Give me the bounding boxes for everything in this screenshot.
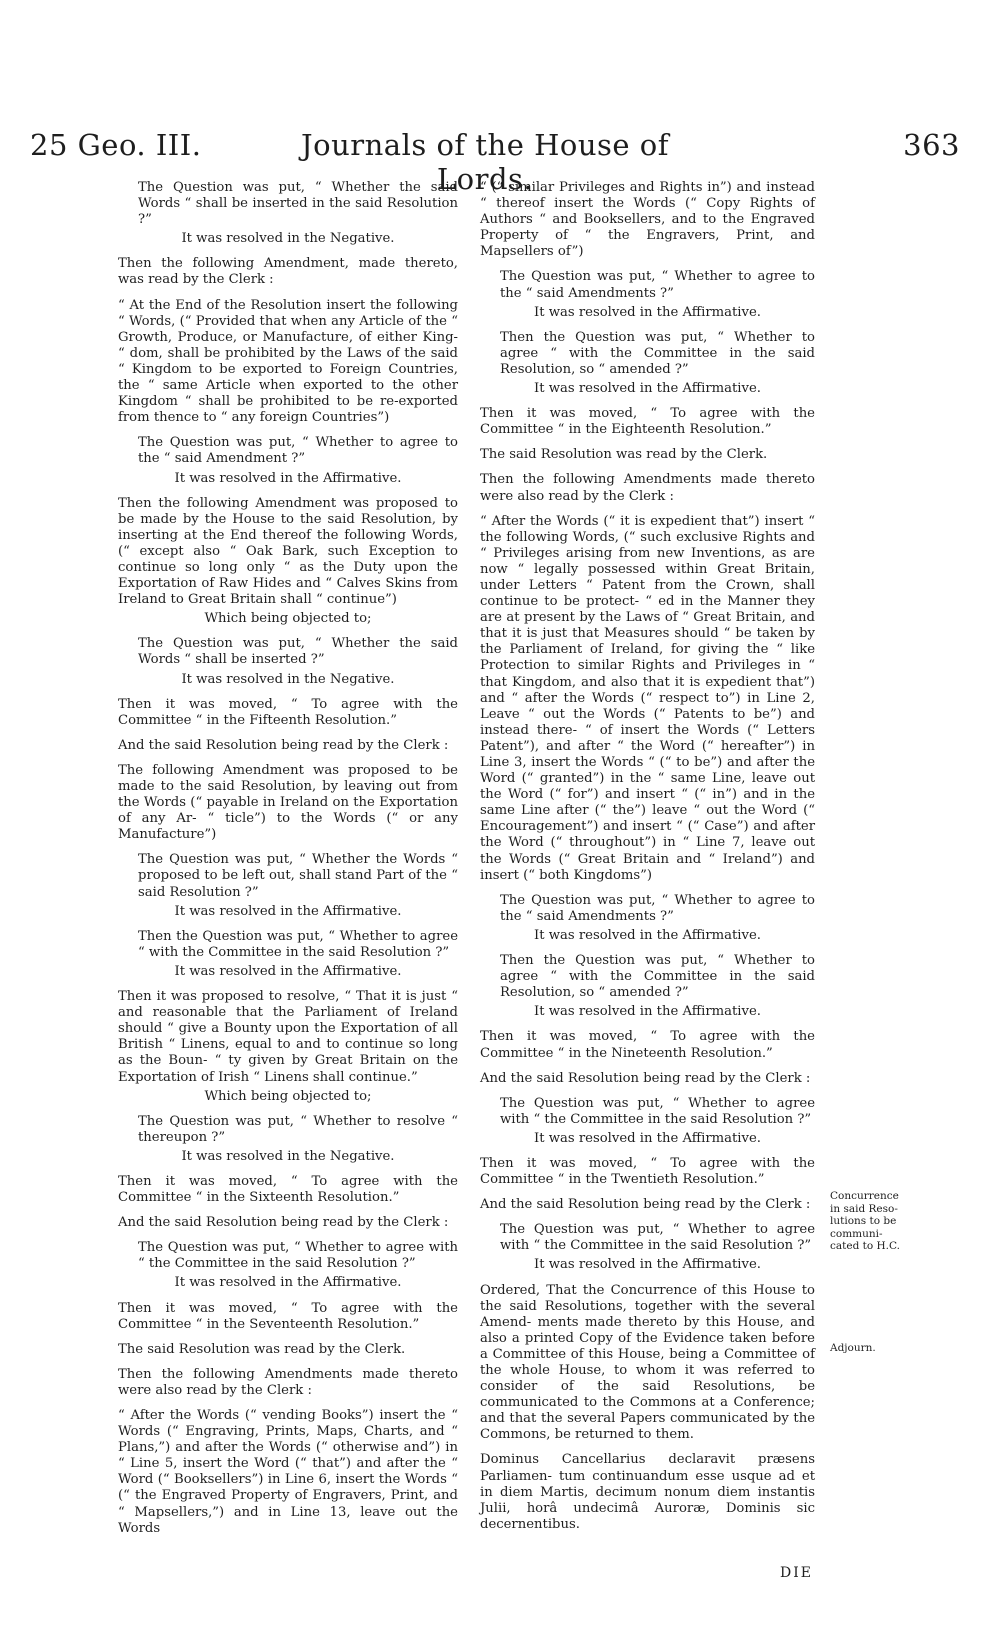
resolution-outcome: It was resolved in the Affirmative. <box>534 381 761 397</box>
paragraph: Then the following Amendment was proposed to be made by the House to the said Resolution, by inserting at the End thereof the following Words, (“ except also “ Oak Bark, such Exception to continue so long only “ as the Duty upon the Exportation of Raw Hides and “ Calves Skins from Ireland to Great Britain shall “ continue”) <box>118 495 458 608</box>
journal-title: Journals of the House of Lords. <box>301 128 669 196</box>
paragraph: “ (“ similar Privileges and Rights in”) and instead “ thereof insert the Words (“ Copy Rights of Authors “ and Booksellers, and to the Engraved Property of “ the Engravers, Print, and Mapsellers of”) <box>480 180 815 260</box>
paragraph: Then it was moved, “ To agree with the Committee “ in the Eighteenth Resolution.” <box>480 406 815 438</box>
page-header <box>30 128 970 196</box>
paragraph: The Question was put, “ Whether the said Words “ shall be inserted in the said Resolution ?” <box>138 180 458 228</box>
paragraph: The Question was put, “ Whether to agree to the “ said Amendment ?” <box>138 435 458 467</box>
resolution-outcome: Which being objected to; <box>204 1088 372 1104</box>
paragraph: Then the Question was put, “ Whether to agree “ with the Committee in the said Resolution ?” <box>138 928 458 960</box>
paragraph: The Question was put, “ Whether to agree to the “ said Amendments ?” <box>500 892 815 924</box>
paragraph: And the said Resolution being read by the Clerk : <box>118 737 449 753</box>
right-column <box>480 180 815 1542</box>
paragraph: Then the following Amendments made thereto were also read by the Clerk : <box>480 472 815 504</box>
paragraph: “ At the End of the Resolution insert the following “ Words, (“ Provided that when any Article of the “ Growth, Produce, or Manufacture, of either King- “ dom, shall be prohibited by the Laws of the said “ Kingdom to be exported to Foreign Countries, the “ same Article when exported to the other Kingdom “ shall be prohibited to be re-exported from thence to “ any foreign Countries”) <box>118 297 458 426</box>
left-column <box>118 180 458 1546</box>
paragraph: Then it was moved, “ To agree with the Committee “ in the Twentieth Resolution.” <box>480 1155 815 1188</box>
resolution-outcome: It was resolved in the Affirmative. <box>174 470 402 486</box>
paragraph: Then it was moved, “ To agree with the Committee “ in the Seventeenth Resolution.” <box>118 1300 458 1332</box>
paragraph: The Question was put, “ Whether to agree with “ the Committee in the said Resolution ?” <box>500 1222 815 1254</box>
paragraph: Then the following Amendment, made thereto, was read by the Clerk : <box>118 256 458 288</box>
resolution-outcome: It was resolved in the Negative. <box>181 1148 395 1164</box>
paragraph: “ After the Words (“ it is expedient that”) insert “ the following Words, (“ such exclusive Rights and “ Privileges arising from new Inventions, as are now “ legally possessed within Great Britain, under Letters “ Patent from the Crown, shall continue to be protect- “ ed in the Manner they are at present by the Laws of “ Great Britain, and that it is just that Measures should “ be taken by the Parliament of Ireland, for giving the “ like Protection to similar Rights and Privileges in “ that Kingdom, and also that it is expedient that”) and “ after the Words (“ respect to”) in Line 2, Leave “ out the Words (“ Patents to be”) and instead there- “ of insert the Words (“ Letters Patent”), and after “ the Word (“ hereafter”) in Line 3, insert the Words “ (“ to be”) and after the Word (“ granted”) in the “ same Line, leave out the Word (“ for”) and insert “ (“ in”) and in the same Line after (“ the”) leave “ out the Word (“ Encouragement”) and insert “ (“ Case”) and after the Word (“ throughout”) in “ Line 7, leave out the Words (“ Great Britain and “ Ireland”) and insert (“ both Kingdoms”) <box>480 513 815 883</box>
paragraph: The Question was put, “ Whether the Words “ proposed to be left out, shall stand Part of the “ said Resolution ?” <box>138 852 458 900</box>
resolution-outcome: It was resolved in the Affirmative. <box>174 903 402 919</box>
resolution-outcome: Which being objected to; <box>204 611 372 627</box>
paragraph: And the said Resolution being read by the Clerk : <box>480 1070 811 1086</box>
paragraph: The Question was put, “ Whether to agree to the “ said Amendments ?” <box>500 269 815 301</box>
regnal-year: 25 Geo. III. <box>30 128 202 162</box>
paragraph: Then the Question was put, “ Whether to agree “ with the Committee in the said Resolution, so “ amended ?” <box>500 329 815 377</box>
paragraph: “ After the Words (“ vending Books”) insert the “ Words (“ Engraving, Prints, Maps, Charts, and “ Plans,”) and after the Words (“ otherwise and”) in “ Line 5, insert the Word (“ that”) and after the “ Word (“ Booksellers”) in Line 6, insert the Words “ (“ the Engraved Property of Engravers, Print, and “ Mapsellers,”) and in Line 13, leave out the Words <box>118 1408 458 1536</box>
paragraph: The Question was put, “ Whether to agree with “ the Committee in the said Resolution ?” <box>138 1240 458 1272</box>
paragraph: The said Resolution was read by the Clerk. <box>118 1341 406 1357</box>
paragraph: Then it was proposed to resolve, “ That it is just “ and reasonable that the Parliament of Ireland should “ give a Bounty upon the Exportation of all British “ Linens, equal to and to continue so long as the Boun- “ ty given by Great Britain on the Exportation of Irish “ Linens shall continue.” <box>118 989 458 1085</box>
resolution-outcome: It was resolved in the Affirmative. <box>174 963 402 979</box>
paragraph: Then it was moved, “ To agree with the Committee “ in the Nineteenth Resolution.” <box>480 1029 815 1061</box>
paragraph: And the said Resolution being read by the Clerk : <box>118 1215 449 1231</box>
paragraph: The Question was put, “ Whether to resolve “ thereupon ?” <box>138 1113 458 1145</box>
paragraph: Then the Question was put, “ Whether to agree “ with the Committee in the said Resolution, so “ amended ?” <box>500 953 815 1001</box>
resolution-outcome: It was resolved in the Negative. <box>181 231 395 247</box>
resolution-outcome: It was resolved in the Affirmative. <box>534 304 761 320</box>
paragraph: Dominus Cancellarius declaravit præsens Parliamen- tum continuandum esse usque ad et in diem Martis, decimum nonum diem instantis Julii, horâ undecimâ Auroræ, Dominis sic decernentibus. <box>480 1452 815 1532</box>
margin-note-adjourn: Adjourn. <box>830 1342 876 1354</box>
paragraph: And the said Resolution being read by the Clerk : <box>480 1197 811 1213</box>
paragraph: Then the following Amendments made thereto were also read by the Clerk : <box>118 1366 458 1398</box>
paragraph: Then it was moved, “ To agree with the Committee “ in the Fifteenth Resolution.” <box>118 696 458 728</box>
resolution-outcome: It was resolved in the Negative. <box>181 671 395 687</box>
paragraph: The said Resolution was read by the Clerk. <box>480 447 768 463</box>
margin-note-concurrence: Concurrence in said Reso- lutions to be communi- cated to H.C. <box>830 1190 901 1252</box>
paragraph: The Question was put, “ Whether to agree with “ the Committee in the said Resolution ?” <box>500 1095 815 1127</box>
resolution-outcome: It was resolved in the Affirmative. <box>174 1275 402 1291</box>
resolution-outcome: It was resolved in the Affirmative. <box>534 1130 761 1146</box>
resolution-outcome: It was resolved in the Affirmative. <box>534 1257 761 1273</box>
paragraph: Then it was moved, “ To agree with the Committee “ in the Sixteenth Resolution.” <box>118 1173 458 1206</box>
paragraph: The following Amendment was proposed to be made to the said Resolution, by leaving out from the Words (“ payable in Ireland on the Exportation of any Ar- “ ticle”) to the Words (“ or any Manufacture”) <box>118 762 458 843</box>
paragraph: Ordered, That the Concurrence of this House to the said Resolutions, together with the several Amend- ments made thereto by this House, and also a printed Copy of the Evidence taken before a Committee of this House, being a Committee of the whole House, to whom it was referred to consider of the said Resolutions, be communicated to the Commons at a Conference; and that the several Papers communicated by the Commons, be returned to them. <box>480 1282 815 1443</box>
resolution-outcome: It was resolved in the Affirmative. <box>534 1004 761 1020</box>
page-number: 363 <box>903 128 960 162</box>
resolution-outcome: It was resolved in the Affirmative. <box>534 927 761 943</box>
paragraph: The Question was put, “ Whether the said Words “ shall be inserted ?” <box>138 636 458 668</box>
catchword: DIE <box>780 1565 813 1581</box>
